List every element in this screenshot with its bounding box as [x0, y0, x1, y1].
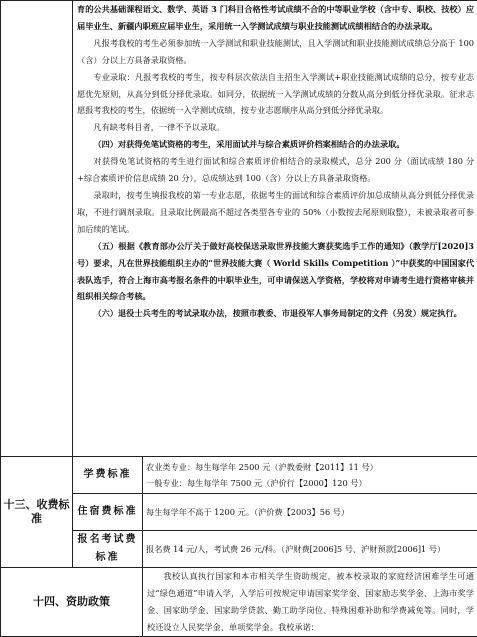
tuition-line-1: 一般专业：每生每学年 7500 元（沪价行【2000】120 号）: [146, 475, 474, 491]
para-0: 育的公共基础课程语文、数学、英语 3 门科目合格性考试成绩不合的中等职业学校（含中专、职校、技校）应届毕业生、新疆内职班应届毕业生，采用统一入学测试成绩与职业技能测试成绩相结合的办法录取。: [77, 1, 474, 35]
para-2: 专业录取：凡报考我校的考生，按专科层次依法自主招生入学测试+职业技能测试成绩的总分，按专业志愿优先原则，从高分到低分择优录取。如同分，依据统一入学测试成绩的分数从高分到低分择优录取。征求志愿报考我校的考生，依据统一入学测试成绩，按专业志愿顺序从高分到低分择优录取。: [77, 69, 474, 120]
tuition-text: [143, 457, 477, 494]
para-5: 对获得免笔试资格的考生进行面试和综合素质评价相结合的录取模式，总分 200 分（面试成绩 180 分+综合素质评价信息成绩 20 分），总成绩达到 100（含）分以上方具备录取资格。: [77, 153, 474, 187]
lodging-label: 住宿费标准: [73, 494, 143, 531]
admission-content-cell: [73, 1, 477, 457]
aid-paragraph: 我校认真执行国家和本市相关学生资助规定，被本校录取的家庭经济困难学生可通过“绿色通道”申请入学，入学后可按规定申请国家奖学金、国家励志奖学金、上海市奖学金、国家助学金、国家助学贷款、勤工助学岗位、特殊困难补助和学费减免等。同时，学校还设立人民奖学金、单项奖学金。我校承诺：: [147, 568, 474, 636]
fees-row-tuition: [1, 457, 477, 494]
tuition-label: 学费标准: [73, 457, 143, 494]
fees-section-title: 十三、收费标准: [1, 457, 73, 568]
para-8: （六）退役士兵考生的考试录取办法，按照市教委、市退役军人事务局制定的文件（另发）规定执行。: [77, 305, 474, 322]
fees-row-lodging: [1, 494, 477, 531]
fees-row-exam: [1, 531, 477, 568]
tuition-line-0: 农业类专业：每生每学年 2500 元（沪教委财【2011】11 号）: [146, 459, 474, 475]
lodging-text: 每生每学年不高于 1200 元。（沪价费【2003】56 号）: [143, 494, 477, 531]
para-6: 录取时，按考生填报我校的第一专业志愿，依据考生的面试和综合素质评价加总成绩从高分到低分择优录取，不进行调剂录取。且录取比例最高不超过各类型各专业的 50%（小数按去尾原则取整），未被录取者可参加后续的笔试。: [77, 187, 474, 238]
aid-section-title: 十四、资助政策: [1, 568, 143, 637]
aid-text: [143, 568, 477, 637]
para-1: 凡报考我校的考生必须参加统一入学测试和职业技能测试，且入学测试和职业技能测试成绩总分高于 100（含）分以上方具备录取资格。: [77, 35, 474, 69]
para-4: （四）对获得免笔试资格的考生，采用面试并与综合素质评价档案相结合的办法录取。: [77, 136, 474, 153]
admission-row: [1, 1, 477, 457]
aid-row: [1, 568, 477, 637]
exam-text: 报名费 14 元/人，考试费 26 元/科。（沪财费[2006]5 号、沪财预款[2006]1 号）: [143, 531, 477, 568]
exam-label: 报名考试费标准: [73, 531, 143, 568]
para-3: 凡有缺考科目者，一律不予以录取。: [77, 119, 474, 136]
admission-label-cell: [1, 1, 73, 457]
para-7: （五）根据《教育部办公厅关于做好高校保送录取世界技能大赛获奖选手工作的通知》（教学厅[2020]3 号）要求，凡在世界技能组织主办的“世界技能大赛（ World Skills Competition ）”中获奖的中国国家代表队选手，符合上海市高考报名条件的中职毕业生，可申请保送入学资格，学校将对申请考生进行资格审核并组织相关综合考核。: [77, 238, 474, 306]
